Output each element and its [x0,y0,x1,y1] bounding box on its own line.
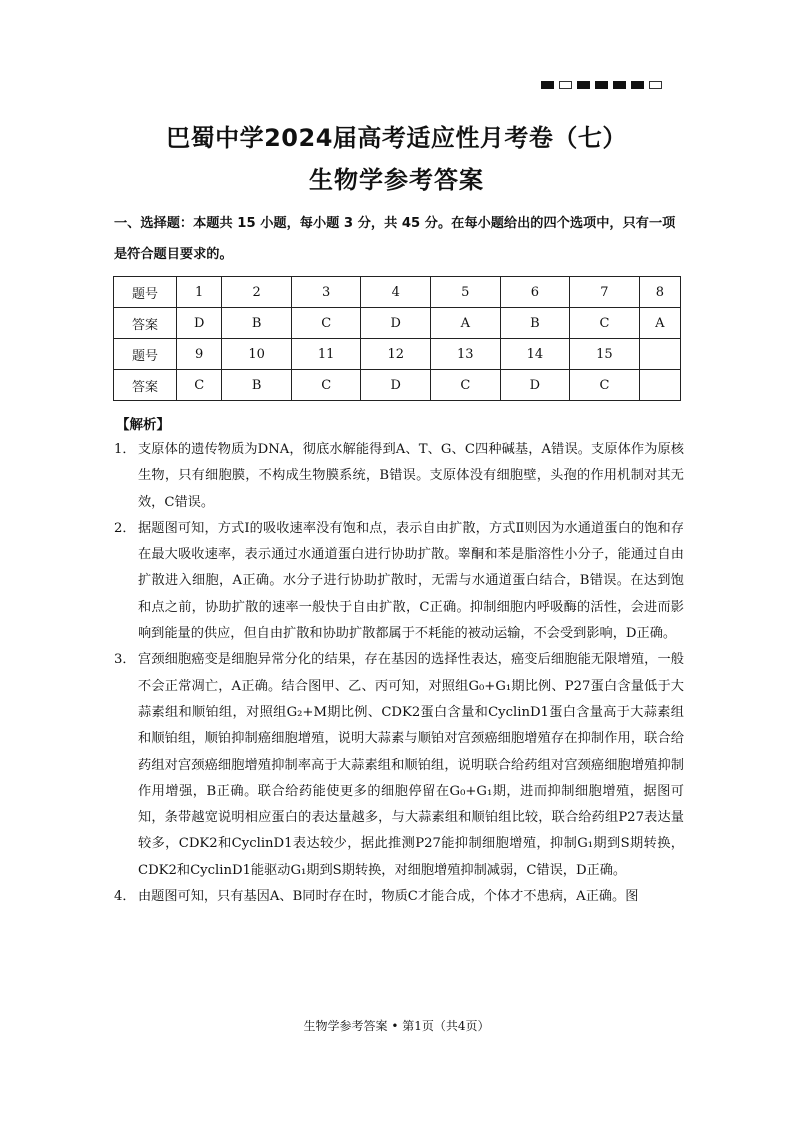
table-cell: 1 [177,277,222,308]
table-cell: 6 [500,277,570,308]
table-cell: 9 [177,339,222,370]
table-cell: C [570,308,640,339]
filled-block-mark [613,81,626,89]
table-cell [639,339,680,370]
table-cell: 10 [222,339,292,370]
table-cell: 12 [361,339,431,370]
table-row [114,339,681,370]
analysis-item [114,437,684,516]
table-cell: 11 [291,339,361,370]
item-text: 支原体的遗传物质为DNA，彻底水解能得到A、T、G、C四种碱基，A错误。支原体作为原核生物，只有细胞膜，不构成生物膜系统，B错误。支原体没有细胞壁，头孢的作用机制对其无效，C错误。 [138,442,684,510]
item-text: 宫颈细胞癌变是细胞异常分化的结果，存在基因的选择性表达，癌变后细胞能无限增殖，一般不会正常凋亡，A正确。结合图甲、乙、丙可知，对照组G₀+G₁期比例、P27蛋白含量低于大蒜素组和顺铂组，对照组G₂+M期比例、CDK2蛋白含量和CyclinD1蛋白含量高于大蒜素组和顺铂组，顺铂抑制癌细胞增殖，说明大蒜素与顺铂对宫颈癌细胞增殖存在抑制作用，联合给药组对宫颈癌细胞增殖抑制率高于大蒜素组和顺铂组，说明联合给药组对宫颈癌细胞增殖抑制作用增强，B正确。联合给药能使更多的细胞停留在G₀+G₁期，进而抑制细胞增殖，据图可知，条带越宽说明相应蛋白的表达量越多，与大蒜素组和顺铂组比较，联合给药组P27表达量较多，CDK2和CyclinD1表达较少，据此推测P27能抑制细胞增殖，抑制G₁期到S期转换，CDK2和CyclinD1能驱动G₁期到S期转换，对细胞增殖抑制减弱，C错误，D正确。 [138,652,684,878]
table-cell: D [361,370,431,401]
filled-block-mark [541,81,554,89]
table-cell: 答案 [114,308,177,339]
table-cell: C [291,370,361,401]
table-cell: 8 [639,277,680,308]
analysis-item [114,884,684,910]
item-text: 由题图可知，只有基因A、B同时存在时，物质C才能合成，个体才不患病，A正确。图 [138,889,639,905]
filled-block-mark [631,81,644,89]
table-cell: 7 [570,277,640,308]
table-cell: 4 [361,277,431,308]
table-cell: D [361,308,431,339]
analysis-item [114,516,684,647]
answer-table [113,276,681,401]
table-cell: A [431,308,501,339]
table-row [114,370,681,401]
item-number: 3． [114,652,136,668]
item-number: 1． [114,442,136,457]
table-cell: C [291,308,361,339]
filled-block-mark [595,81,608,89]
table-cell: B [222,370,292,401]
table-cell: C [177,370,222,401]
table-cell: 5 [431,277,501,308]
table-cell: B [222,308,292,339]
table-cell [639,370,680,401]
section-intro: 一、选择题：本题共 15 小题，每小题 3 分，共 45 分。在每小题给出的四个选项中，只有一项是符合题目要求的。 [114,216,676,262]
table-cell: D [177,308,222,339]
table-cell: C [431,370,501,401]
table-cell: 13 [431,339,501,370]
table-cell: C [570,370,640,401]
analysis-body [114,437,684,910]
table-cell: B [500,308,570,339]
table-row [114,277,681,308]
table-cell: A [639,308,680,339]
table-cell: 题号 [114,339,177,370]
table-cell: 15 [570,339,640,370]
table-cell: 14 [500,339,570,370]
page-footer: 生物学参考答案 • 第1页（共4页） [303,1019,490,1033]
analysis-item [114,647,684,884]
page-subtitle: 生物学参考答案 [309,166,484,194]
table-row [114,308,681,339]
table-cell: 3 [291,277,361,308]
table-cell: D [500,370,570,401]
table-cell: 题号 [114,277,177,308]
item-number: 4． [114,889,136,905]
corner-marks [541,81,662,89]
table-cell: 2 [222,277,292,308]
item-number: 2． [114,520,136,536]
analysis-heading: 【解析】 [116,417,170,433]
outline-block-mark [649,81,662,89]
page-title: 巴蜀中学2024届高考适应性月考卷（七） [166,124,627,152]
outline-block-mark [559,81,572,89]
table-cell: 答案 [114,370,177,401]
item-text: 据题图可知，方式Ⅰ的吸收速率没有饱和点，表示自由扩散，方式Ⅱ则因为水通道蛋白的饱和存在最大吸收速率，表示通过水通道蛋白进行协助扩散。睾酮和苯是脂溶性小分子，能通过自由扩散进入细胞，A正确。水分子进行协助扩散时，无需与水通道蛋白结合，B错误。在达到饱和点之前，协助扩散的速率一般快于自由扩散，C正确。抑制细胞内呼吸酶的活性，会进而影响到能量的供应，但自由扩散和协助扩散都属于不耗能的被动运输，不会受到影响，D正确。 [138,520,684,642]
filled-block-mark [577,81,590,89]
